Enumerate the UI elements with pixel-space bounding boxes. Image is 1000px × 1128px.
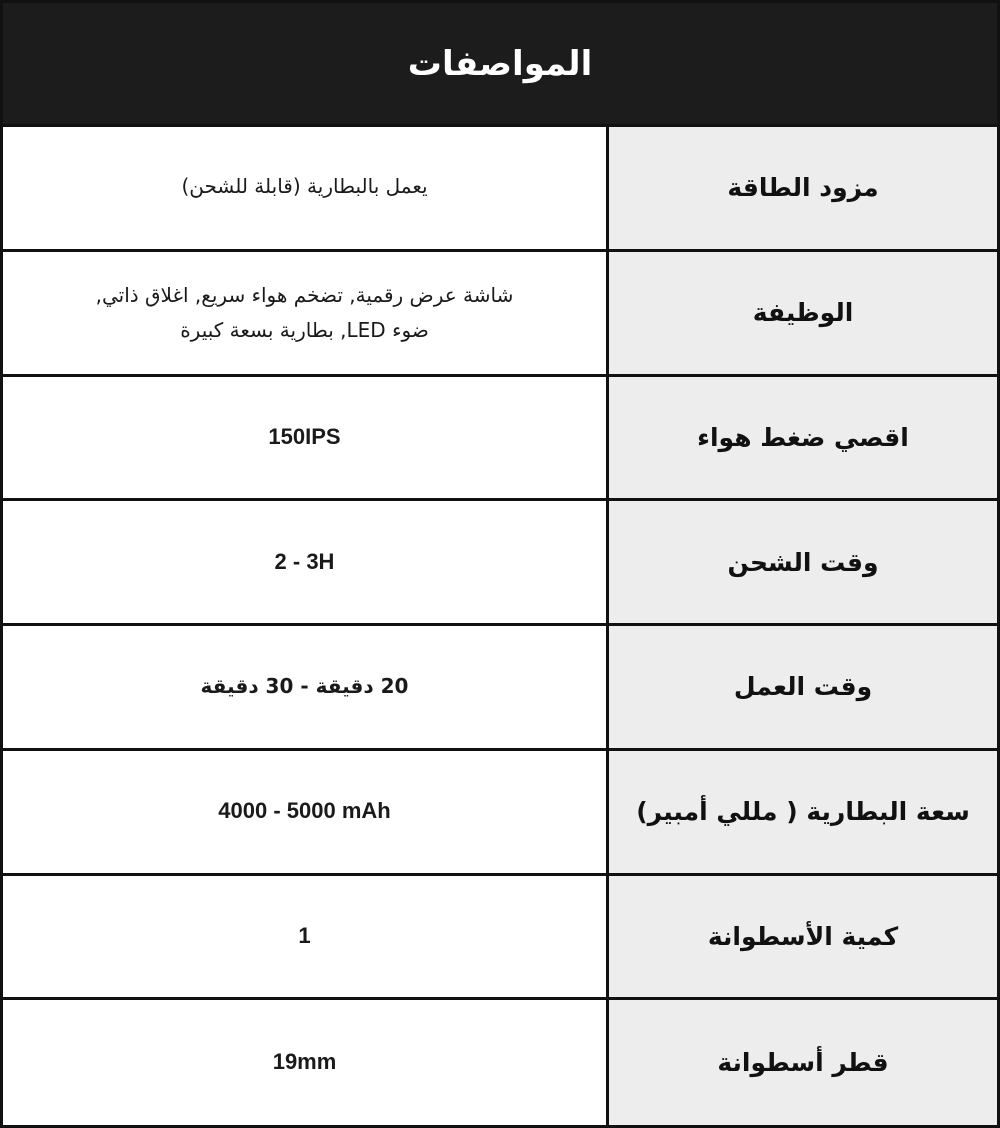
spec-label: سعة البطارية ( مللي أمبير) xyxy=(609,751,997,873)
spec-label: الوظيفة xyxy=(609,252,997,374)
spec-value-text: 1 xyxy=(298,923,311,949)
spec-value-text: 150IPS xyxy=(268,424,341,450)
spec-label: اقصي ضغط هواء xyxy=(609,377,997,499)
spec-value xyxy=(3,377,609,499)
spec-value xyxy=(3,127,609,249)
spec-row-charging-time xyxy=(3,501,997,626)
spec-value xyxy=(3,501,609,623)
spec-row-function xyxy=(3,252,997,377)
spec-row-working-time xyxy=(3,626,997,751)
spec-value-text: 2 - 3H xyxy=(274,548,335,574)
spec-row-max-air-pressure xyxy=(3,377,997,502)
spec-row-cylinder-diameter xyxy=(3,1000,997,1125)
spec-value xyxy=(3,626,609,748)
spec-row-cylinder-quantity xyxy=(3,876,997,1001)
spec-row-battery-capacity xyxy=(3,751,997,876)
spec-value xyxy=(3,876,609,998)
table-title: المواصفات xyxy=(3,3,997,127)
spec-row-power-supply xyxy=(3,127,997,252)
spec-value xyxy=(3,1000,609,1125)
spec-label: قطر أسطوانة xyxy=(609,1000,997,1125)
spec-value-text: يعمل بالبطارية (قابلة للشحن) xyxy=(181,174,428,198)
spec-label: وقت الشحن xyxy=(609,501,997,623)
spec-rows xyxy=(3,127,997,1125)
spec-value xyxy=(3,252,609,374)
spec-value-text: شاشة عرض رقمية, تضخم هواء سريع, اغلاق ذاتي, ضوء LED, بطارية بسعة كبيرة xyxy=(95,282,514,342)
spec-label: وقت العمل xyxy=(609,626,997,748)
spec-value xyxy=(3,751,609,873)
spec-value-text: 19mm xyxy=(272,1049,337,1075)
spec-value-text: 4000 - 5000 mAh xyxy=(218,798,391,824)
spec-label: كمية الأسطوانة xyxy=(609,876,997,998)
spec-label: مزود الطاقة xyxy=(609,127,997,249)
spec-value-text: 20 دقيقة - 30 دقيقة xyxy=(200,674,409,699)
